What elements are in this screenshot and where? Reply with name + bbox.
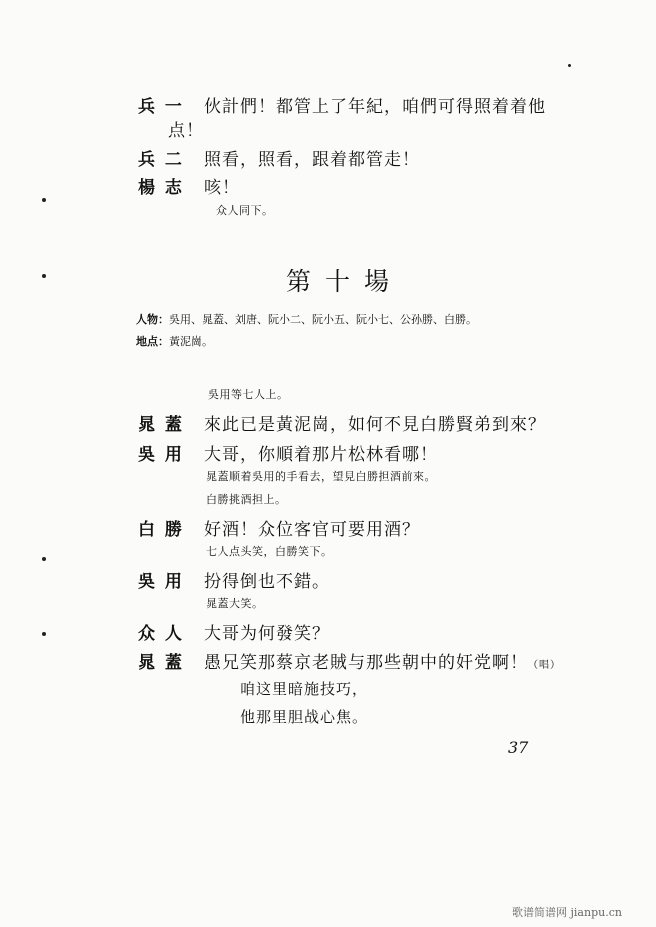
place-name: 黃泥崗。 — [169, 335, 213, 348]
place-line — [136, 333, 213, 349]
speaker: 兵 一 — [138, 97, 184, 117]
stage-direction: 吳用等七人上。 — [208, 388, 289, 401]
scan-dot — [42, 557, 46, 561]
speaker: 晁 蓋 — [138, 653, 184, 673]
watermark: 歌谱简谱网 jianpu.cn — [512, 906, 622, 919]
verse-line: 他那里胆战心焦。 — [240, 708, 369, 726]
scan-dot — [42, 198, 46, 202]
dialogue-line: 照看，照看，跟着都管走！ — [204, 150, 420, 170]
stage-direction: 众人同下。 — [216, 204, 274, 217]
stage-direction: 晁蓋大笑。 — [206, 597, 264, 610]
sing-note: （唱） — [528, 660, 561, 671]
dialogue-text: 愚兄笑那蔡京老賊与那些朝中的奸党啊！ — [204, 653, 528, 673]
dialogue-line: 点！ — [168, 121, 204, 141]
speaker: 吳 用 — [138, 572, 184, 592]
dialogue-line: 扮得倒也不錯。 — [204, 572, 330, 592]
speaker: 吳 用 — [138, 445, 184, 465]
place-label: 地点： — [136, 335, 169, 348]
speaker: 楊 志 — [138, 178, 184, 198]
scan-dot — [568, 64, 571, 67]
page-number: 37 — [508, 738, 529, 757]
stage-direction: 晁蓋顺着吳用的手看去，望見白勝担酒前來。 — [206, 470, 436, 483]
speaker: 白 勝 — [138, 520, 184, 540]
cast-list: 吳用、晁蓋、刘唐、阮小二、阮小五、阮小七、公孙勝、白勝。 — [169, 313, 477, 326]
dialogue-line: 來此已是黃泥崗，如何不見白勝賢弟到來？ — [204, 415, 546, 435]
cast-line — [136, 311, 477, 327]
scan-dot — [42, 274, 46, 278]
dialogue-line: 伙計們！都管上了年紀，咱們可得照着着他 — [204, 97, 546, 117]
dialogue-line: 大哥，你順着那片松林看哪！ — [204, 445, 438, 465]
verse-line: 咱这里暗施技巧， — [240, 680, 369, 698]
speaker: 兵 二 — [138, 150, 184, 170]
dialogue-line: 大哥为何發笑？ — [204, 624, 330, 644]
speaker: 众 人 — [138, 624, 184, 644]
scene-title: 第十場 — [286, 267, 404, 296]
cast-label: 人物： — [136, 313, 169, 326]
dialogue-line — [204, 648, 561, 673]
scan-dot — [42, 632, 46, 636]
speaker: 晁 蓋 — [138, 415, 184, 435]
stage-direction: 七人点头笑，白勝笑下。 — [206, 545, 333, 558]
dialogue-line: 咳！ — [204, 178, 240, 198]
dialogue-line: 好酒！众位客官可要用酒？ — [204, 520, 420, 540]
stage-direction: 白勝挑酒担上。 — [206, 493, 287, 506]
